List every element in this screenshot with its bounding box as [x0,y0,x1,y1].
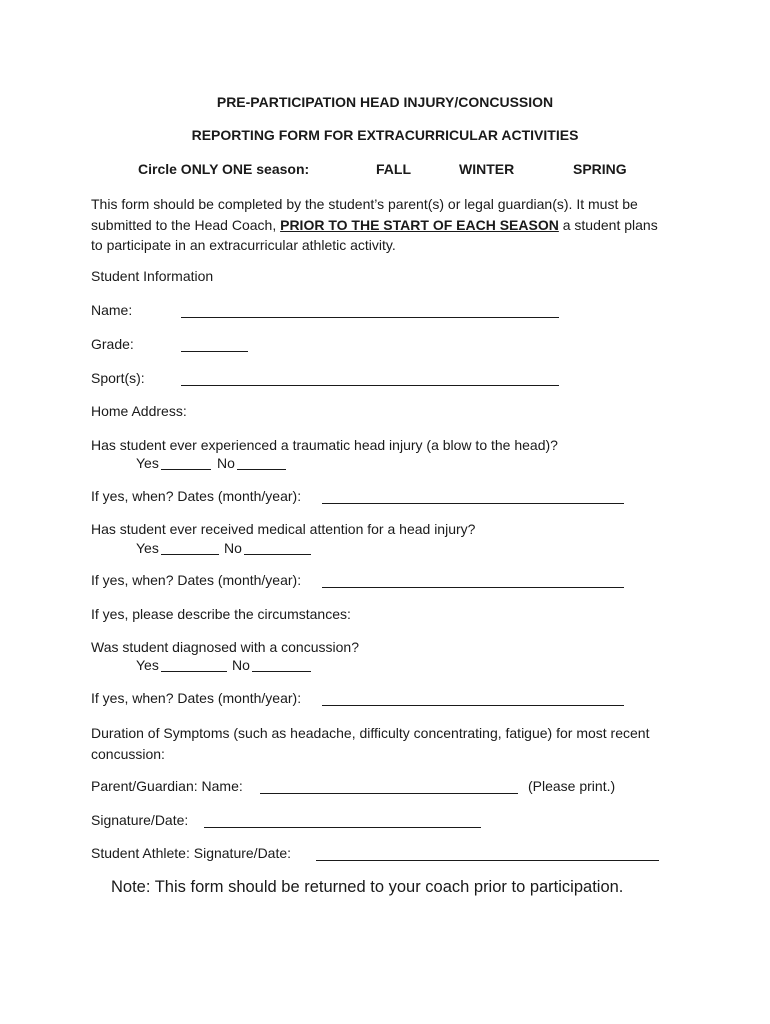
q3-yes-label: Yes [136,657,159,673]
signature-date-label: Signature/Date: [91,812,189,828]
grade-field[interactable] [181,351,248,352]
q2-yes-label: Yes [136,540,159,556]
name-field[interactable] [181,317,559,318]
home-address-label: Home Address: [91,403,187,419]
dates-field-2[interactable] [322,587,624,588]
q3-no-label: No [232,657,250,673]
question-head-injury: Has student ever experienced a traumatic head injury (a blow to the head)? [91,437,558,453]
question-medical-attention: Has student ever received medical attention for a head injury? [91,521,476,537]
q1-no-field[interactable] [237,469,286,470]
dates-field-1[interactable] [322,503,624,504]
q1-yes-field[interactable] [161,469,211,470]
q1-yes-label: Yes [136,455,159,471]
describe-circumstances-label: If yes, please describe the circumstances: [91,606,351,622]
dates-field-3[interactable] [322,705,624,706]
student-info-heading: Student Information [91,268,214,284]
q2-yes-field[interactable] [161,554,219,555]
parent-name-label: Parent/Guardian: Name: [91,778,243,794]
athlete-signature-label: Student Athlete: Signature/Date: [91,845,292,861]
return-note: Note: This form should be returned to your coach prior to participation. [111,878,624,896]
season-spring[interactable]: SPRING [573,161,627,177]
intro-emphasis: PRIOR TO THE START OF EACH SEASON [280,216,559,233]
duration-symptoms-label: Duration of Symptoms (such as headache, difficulty concentrating, fatigue) for most recent concussion: [91,725,650,762]
season-prompt: Circle ONLY ONE season: [138,161,310,177]
season-winter[interactable]: WINTER [459,161,515,177]
q3-yes-field[interactable] [161,671,227,672]
please-print-note: (Please print.) [528,778,616,794]
athlete-signature-field[interactable] [316,860,659,861]
grade-label: Grade: [91,336,134,352]
form-title-line2: REPORTING FORM FOR EXTRACURRICULAR ACTIVITIES [191,127,579,143]
q2-no-field[interactable] [244,554,311,555]
intro-text-part2: a student plans to participate in an extracurricular athletic activity. [91,216,658,253]
q3-no-field[interactable] [252,671,311,672]
season-fall[interactable]: FALL [376,161,411,177]
name-label: Name: [91,302,133,318]
q2-no-label: No [224,540,242,556]
question-concussion-diagnosis: Was student diagnosed with a concussion? [91,639,359,655]
dates-label-2: If yes, when? Dates (month/year): [91,572,302,588]
sport-field[interactable] [181,385,559,386]
parent-signature-field[interactable] [204,827,481,828]
form-title-line1: PRE-PARTICIPATION HEAD INJURY/CONCUSSION [216,94,554,110]
dates-label-1: If yes, when? Dates (month/year): [91,488,302,504]
intro-paragraph [91,194,671,256]
parent-name-field[interactable] [260,793,518,794]
intro-text-part1: This form should be completed by the student’s parent(s) or legal guardian(s). It must be submitted to the Head Coach, [91,196,638,233]
dates-label-3: If yes, when? Dates (month/year): [91,690,302,706]
sport-label: Sport(s): [91,370,145,386]
q1-no-label: No [217,455,235,471]
